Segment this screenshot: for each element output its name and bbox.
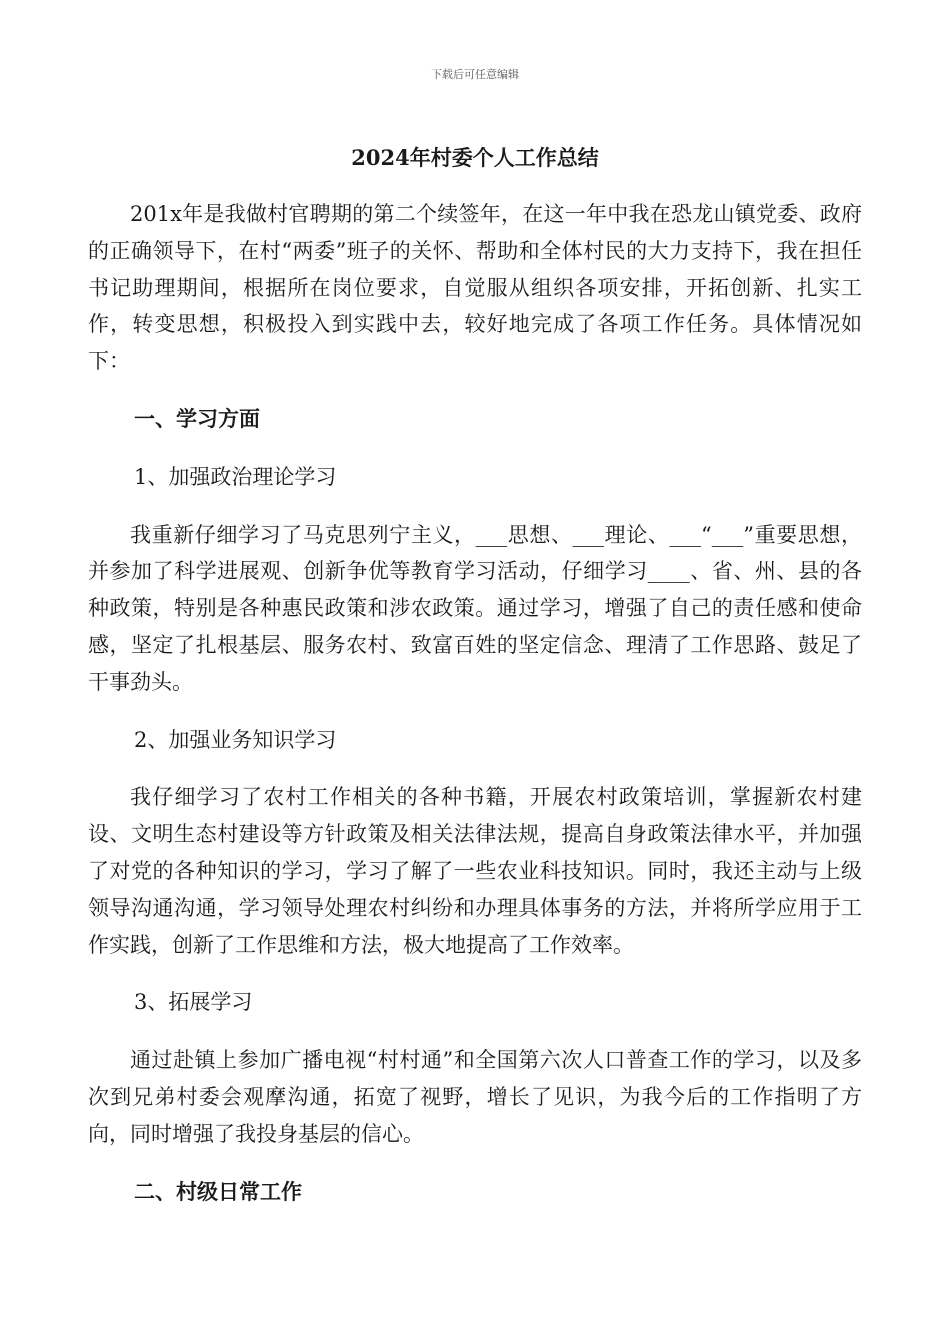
paragraph-business-knowledge: 我仔细学习了农村工作相关的各种书籍，开展农村政策培训，掌握新农村建设、文明生态村建设等方针政策及相关法律法规，提高自身政策法律水平，并加强了对党的各种知识的学习，学习了解了一些农业科技知识。同时，我还主动与上级领导沟通沟通，学习领导处理农村纠纷和办理具体事务的方法，并将所学应用于工作实践，创新了工作思维和方法，极大地提高了工作效率。 [88, 785, 862, 957]
section-heading-study: 一、学习方面 [134, 405, 260, 431]
document-body [88, 196, 862, 1210]
intro-paragraph: 201x年是我做村官聘期的第二个续签年，在这一年中我在恐龙山镇党委、政府的正确领导下，在村“两委”班子的关怀、帮助和全体村民的大力支持下，我在担任书记助理期间，根据所在岗位要求，自觉服从组织各项安排，开拓创新、扎实工作，转变思想，积极投入到实践中去，较好地完成了各项工作任务。具体情况如下： [88, 202, 862, 374]
section-heading-daily-work: 二、村级日常工作 [134, 1178, 302, 1204]
paragraph-extended-study: 通过赴镇上参加广播电视“村村通”和全国第六次人口普查工作的学习，以及多次到兄弟村委会观摩沟通，拓宽了视野，增长了见识，为我今后的工作指明了方向，同时增强了我投身基层的信心。 [88, 1048, 862, 1146]
document-title: 2024年村委个人工作总结 [351, 145, 599, 170]
paragraph-political-theory: 我重新仔细学习了马克思列宁主义，___思想、___理论、___“___”重要思想，并参加了科学进展观、创新争优等教育学习活动，仔细学习____、省、州、县的各种政策，特别是各种惠民政策和涉农政策。通过学习，增强了自己的责任感和使命感，坚定了扎根基层、服务农村、致富百姓的坚定信念、理清了工作思路、鼓足了干事劲头。 [88, 522, 862, 694]
subheading-extended-study: 3、拓展学习 [134, 990, 253, 1015]
subheading-business-knowledge: 2、加强业务知识学习 [134, 727, 337, 752]
header-note: 下载后可任意编辑 [431, 68, 519, 81]
subheading-political-theory: 1、加强政治理论学习 [134, 464, 337, 489]
